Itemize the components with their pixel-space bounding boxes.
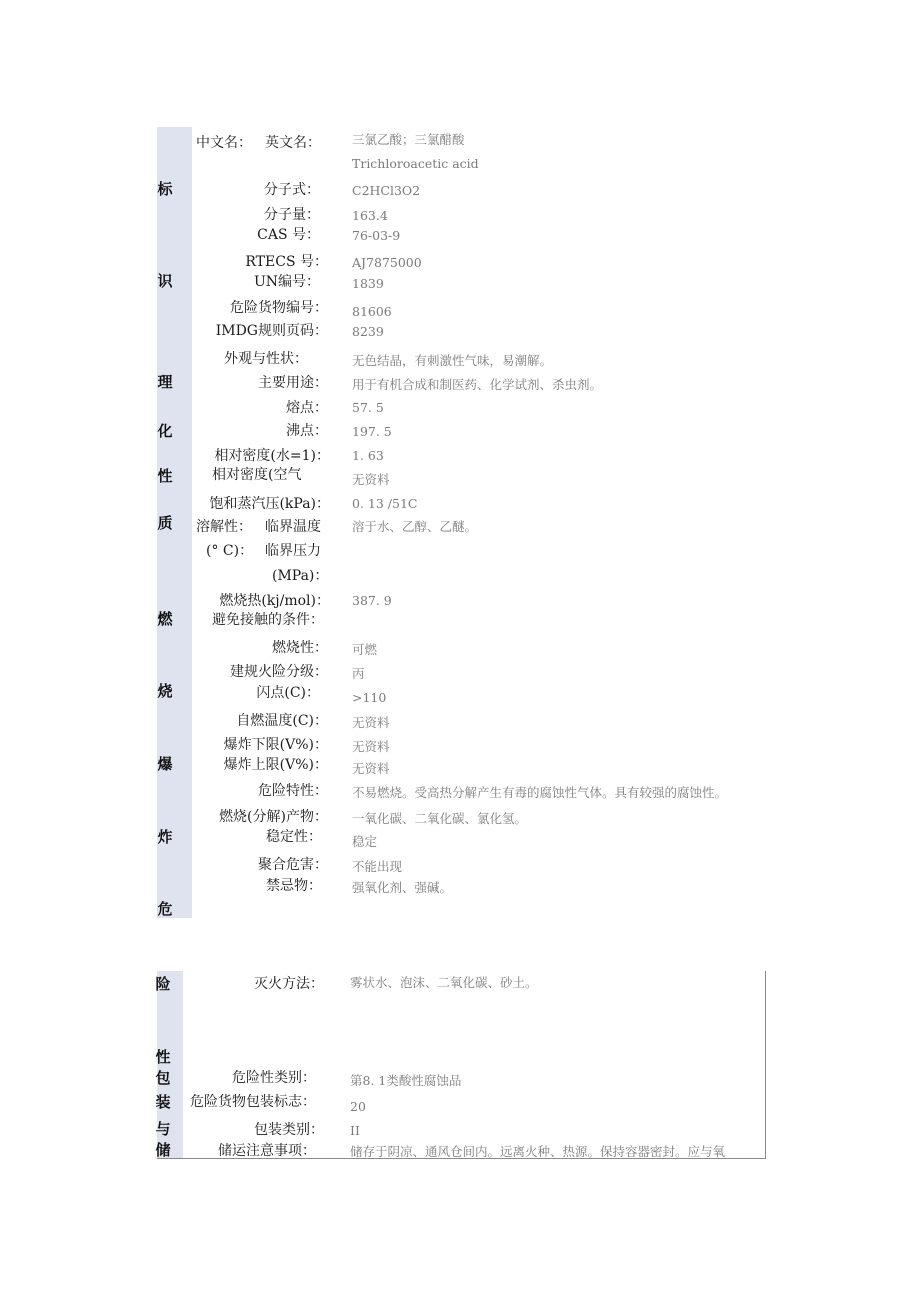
category-label: 储 xyxy=(155,1141,171,1159)
field-label: 沸点： xyxy=(286,423,328,439)
field-label: 燃烧(分解)产物： xyxy=(219,809,328,825)
field-value: 无资料 xyxy=(352,739,390,754)
field-label: 自燃温度(C)： xyxy=(236,713,328,729)
field-value: 387. 9 xyxy=(352,593,392,608)
field-label: 危险性类别： xyxy=(232,1070,316,1086)
category-label: 危 xyxy=(157,900,173,918)
field-label: 稳定性： xyxy=(266,829,322,845)
field-label: 熔点： xyxy=(286,400,328,416)
field-value: 0. 13 /51C xyxy=(352,496,418,511)
category-label: 质 xyxy=(157,514,173,532)
category-label: 性 xyxy=(155,1048,171,1066)
field-value: 1. 63 xyxy=(352,448,384,463)
field-label: 相对密度(空气 xyxy=(212,467,302,483)
field-label: 外观与性状： xyxy=(224,351,308,367)
field-value: 163.4 xyxy=(352,208,388,223)
field-label: 建规火险分级： xyxy=(230,664,328,680)
field-value: 雾状水、泡沫、二氧化碳、砂土。 xyxy=(350,975,538,990)
field-value: 第8. 1类酸性腐蚀品 xyxy=(350,1073,462,1088)
field-value: 197. 5 xyxy=(352,424,392,439)
field-value: >110 xyxy=(352,690,387,705)
table-border-right xyxy=(765,971,766,1159)
field-value: 储存于阴凉、通风仓间内。远离火种、热源。保持容器密封。应与氧 xyxy=(350,1144,726,1159)
field-label: 闪点(C)： xyxy=(256,685,320,701)
category-label: 爆 xyxy=(157,755,173,773)
field-label: 灭火方法： xyxy=(254,976,324,992)
field-label: CAS 号： xyxy=(257,227,320,243)
field-value: 无资料 xyxy=(352,761,390,776)
field-label: 燃烧性： xyxy=(272,640,328,656)
cn-name-label: 中文名： xyxy=(196,135,252,151)
field-label: 临界压力 xyxy=(265,543,321,559)
field-value: 57. 5 xyxy=(352,400,384,415)
field-value: 无色结晶，有刺激性气味，易潮解。 xyxy=(352,353,553,368)
field-value: 不易燃烧。受高热分解产生有毒的腐蚀性气体。具有较强的腐蚀性。 xyxy=(352,785,728,800)
field-value: 8239 xyxy=(352,324,384,339)
field-value: 无资料 xyxy=(352,715,390,730)
en-name-label: 英文名： xyxy=(265,135,321,151)
field-value: 三氯乙酸；三氯醋酸 xyxy=(352,132,465,147)
field-value: 用于有机合成和制医药、化学试剂、杀虫剂。 xyxy=(352,377,603,392)
field-label: 分子式： xyxy=(264,182,320,198)
field-label: 爆炸上限(V%)： xyxy=(223,757,328,773)
category-label: 化 xyxy=(157,422,173,440)
category-label: 炸 xyxy=(157,828,173,846)
field-value: 溶于水、乙醇、乙醚。 xyxy=(352,519,478,534)
field-value: 稳定 xyxy=(352,834,378,849)
category-label: 理 xyxy=(157,373,173,391)
category-label: 性 xyxy=(157,467,173,485)
field-value: 无资料 xyxy=(352,472,390,487)
field-label: 储运注意事项： xyxy=(218,1143,316,1159)
field-label: 爆炸下限(V%)： xyxy=(223,737,328,753)
field-label: 危险货物编号： xyxy=(230,300,328,316)
field-value: 20 xyxy=(350,1099,366,1114)
field-label: RTECS 号： xyxy=(245,254,328,270)
field-label: 避免接触的条件： xyxy=(212,612,324,628)
field-value: 76-03-9 xyxy=(352,228,401,243)
field-label: 禁忌物： xyxy=(266,878,322,894)
field-label: 主要用途： xyxy=(258,375,328,391)
category-label: 标 xyxy=(157,180,173,198)
category-label: 包 xyxy=(155,1069,171,1087)
category-label: 燃 xyxy=(157,610,173,628)
field-value: 可燃 xyxy=(352,642,378,657)
field-label: 燃烧热(kj/mol)： xyxy=(219,593,330,609)
field-value: 强氧化剂、强碱。 xyxy=(352,880,453,895)
category-label: 识 xyxy=(157,272,173,290)
category-label: 与 xyxy=(155,1120,171,1138)
field-value: 丙 xyxy=(352,666,365,681)
category-label: 烧 xyxy=(157,682,173,700)
field-label: IMDG规则页码： xyxy=(215,323,328,339)
field-value: 1839 xyxy=(352,276,384,291)
field-value: 一氧化碳、二氧化碳、氯化氢。 xyxy=(352,811,528,826)
field-label: 聚合危害： xyxy=(258,857,328,873)
category-label: 装 xyxy=(155,1093,171,1111)
field-label: UN编号： xyxy=(253,274,320,290)
field-label: 饱和蒸汽压(kPa)： xyxy=(209,496,330,512)
field-value: II xyxy=(350,1123,360,1138)
field-label: 危险货物包装标志： xyxy=(190,1094,316,1110)
field-label: 相对密度(水=1)： xyxy=(214,448,330,464)
field-label: (MPa)： xyxy=(272,568,329,584)
field-value: C2HCl3O2 xyxy=(352,183,421,198)
field-label: 危险特性： xyxy=(258,783,328,799)
field-value: 81606 xyxy=(352,304,392,319)
field-value: Trichloroacetic acid xyxy=(352,156,479,171)
field-value: 不能出现 xyxy=(352,859,403,874)
field-value: AJ7875000 xyxy=(352,255,422,270)
field-label: 包装类别： xyxy=(254,1122,324,1138)
temp-unit-label: (° C)： xyxy=(206,543,254,559)
field-label: 临界温度 xyxy=(265,519,321,535)
category-label: 险 xyxy=(155,975,171,993)
solubility-label: 溶解性： xyxy=(196,519,252,535)
field-label: 分子量： xyxy=(264,207,320,223)
